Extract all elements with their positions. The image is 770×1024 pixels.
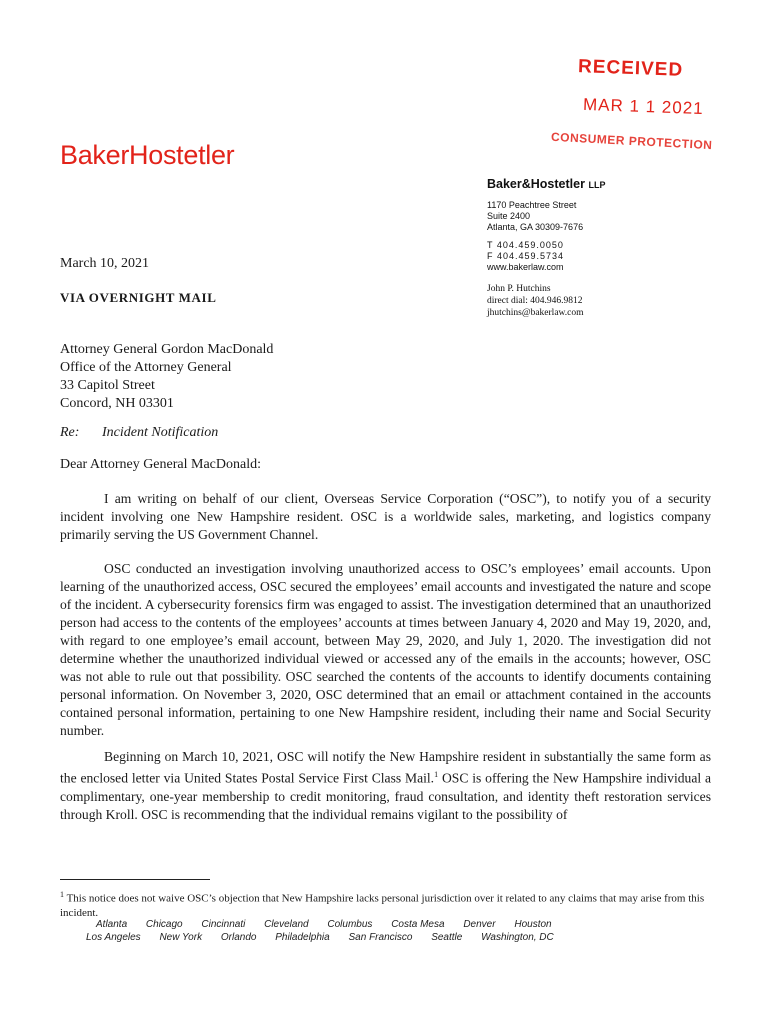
recipient-address <box>60 341 273 413</box>
attorney-direct-dial: direct dial: 404.946.9812 <box>487 296 583 306</box>
attorney-name: John P. Hutchins <box>487 284 551 294</box>
body-paragraph: OSC conducted an investigation involving unauthorized access to OSC’s employees’ email accounts. Upon learning of the unauthorized access, OSC secured the employees’ email accounts and investigated the nature and scope of the incident. A cybersecurity forensics firm was engaged to assist. The investigation determined that an unauthorized person had access to the contents of the employees’ accounts at times between January 4, 2020 and May 19, 2020, and, with regard to one employee’s email account, between May 29, 2020, and July 1, 2020. The investigation did not determine whether the unauthorized individual viewed or accessed any of the emails in the accounts; however, OSC was not able to rule out that possibility. OSC searched the contents of the accounts to identify documents containing personal information. On November 3, 2020, OSC determined that an email or attachment contained in the accounts contained personal information, pertaining to one New Hampshire resident, including their name and Social Security number. <box>60 561 711 738</box>
delivery-method: VIA OVERNIGHT MAIL <box>60 290 217 305</box>
office-city: Los Angeles <box>86 932 141 943</box>
attorney-contact <box>487 283 605 319</box>
firm-phone-line: T 404.459.0050 <box>487 240 564 250</box>
recipient-line: 33 Capitol Street <box>60 378 155 393</box>
subject-label: Re: <box>60 425 80 440</box>
received-stamp: RECEIVED <box>577 56 684 81</box>
firm-logo: BakerHostetler <box>60 140 235 170</box>
office-city: Costa Mesa <box>391 919 445 930</box>
firm-phones <box>487 240 605 273</box>
firm-fax-line: F 404.459.5734 <box>487 251 565 261</box>
body-paragraph-text: OSC is offering the New Hampshire individual a complimentary, one-year membership to credit monitoring, fraud consultation, and identity theft restoration services through Kroll. OSC is recommending that the individual remains vigilant to the possibility of <box>60 770 712 822</box>
body-paragraph: I am writing on behalf of our client, Overseas Service Corporation (“OSC”), to notify you of a security incident involving one New Hampshire resident. OSC is a worldwide sales, marketing, and logistics company primarily serving the US Government Channel. <box>60 491 711 542</box>
footnote-divider <box>60 879 210 880</box>
recipient-line: Office of the Attorney General <box>60 360 232 375</box>
body-paragraph <box>60 748 711 824</box>
footnote <box>60 888 711 920</box>
office-city: Atlanta <box>96 919 128 930</box>
salutation: Dear Attorney General MacDonald: <box>60 457 261 472</box>
office-city: Columbus <box>327 919 373 930</box>
office-city: Orlando <box>220 932 257 943</box>
recipient-line: Concord, NH 03301 <box>60 396 174 411</box>
letter-date: March 10, 2021 <box>60 256 150 271</box>
office-city: Cleveland <box>264 919 309 930</box>
firm-letterhead <box>487 177 605 319</box>
firm-address-line: Atlanta, GA 30309-7676 <box>487 222 584 232</box>
office-city: Chicago <box>145 919 183 930</box>
office-city: Philadelphia <box>275 932 330 943</box>
office-row <box>86 931 570 944</box>
office-city: Houston <box>514 919 552 930</box>
subject-text: Incident Notification <box>102 425 219 440</box>
firm-name-text: Baker&Hostetler <box>487 177 585 191</box>
footnote-text: This notice does not waive OSC’s objection that New Hampshire lacks personal jurisdiction over it related to any claims that may arise from this incident. <box>60 892 705 919</box>
office-locations <box>86 918 570 944</box>
firm-address-line: 1170 Peachtree Street <box>487 200 577 210</box>
office-city: Seattle <box>431 932 463 943</box>
office-city: San Francisco <box>348 932 413 943</box>
office-city: Denver <box>463 919 496 930</box>
footnote-marker: 1 <box>60 890 64 899</box>
recipient-line: Attorney General Gordon MacDonald <box>60 342 274 357</box>
firm-address-line: Suite 2400 <box>487 211 531 221</box>
attorney-email-link[interactable]: jhutchins@bakerlaw.com <box>487 308 584 318</box>
firm-website-link[interactable]: www.bakerlaw.com <box>487 262 564 272</box>
firm-name <box>487 177 605 191</box>
received-stamp-department: CONSUMER PROTECTION <box>550 129 713 153</box>
office-city: Cincinnati <box>201 919 246 930</box>
footnote-reference: 1 <box>434 770 439 779</box>
office-row <box>96 918 570 931</box>
office-city: New York <box>159 932 203 943</box>
office-city: Washington, DC <box>481 932 554 943</box>
received-stamp-date: MAR 1 1 2021 <box>582 94 704 119</box>
subject-line <box>60 425 218 441</box>
body-paragraph-text: Beginning on March 10, 2021, OSC will notify the New Hampshire resident in substantially the same form as the enclosed letter via United States Postal Service First Class Mail. <box>60 749 711 786</box>
firm-address <box>487 200 605 233</box>
firm-name-suffix: LLP <box>588 180 606 190</box>
